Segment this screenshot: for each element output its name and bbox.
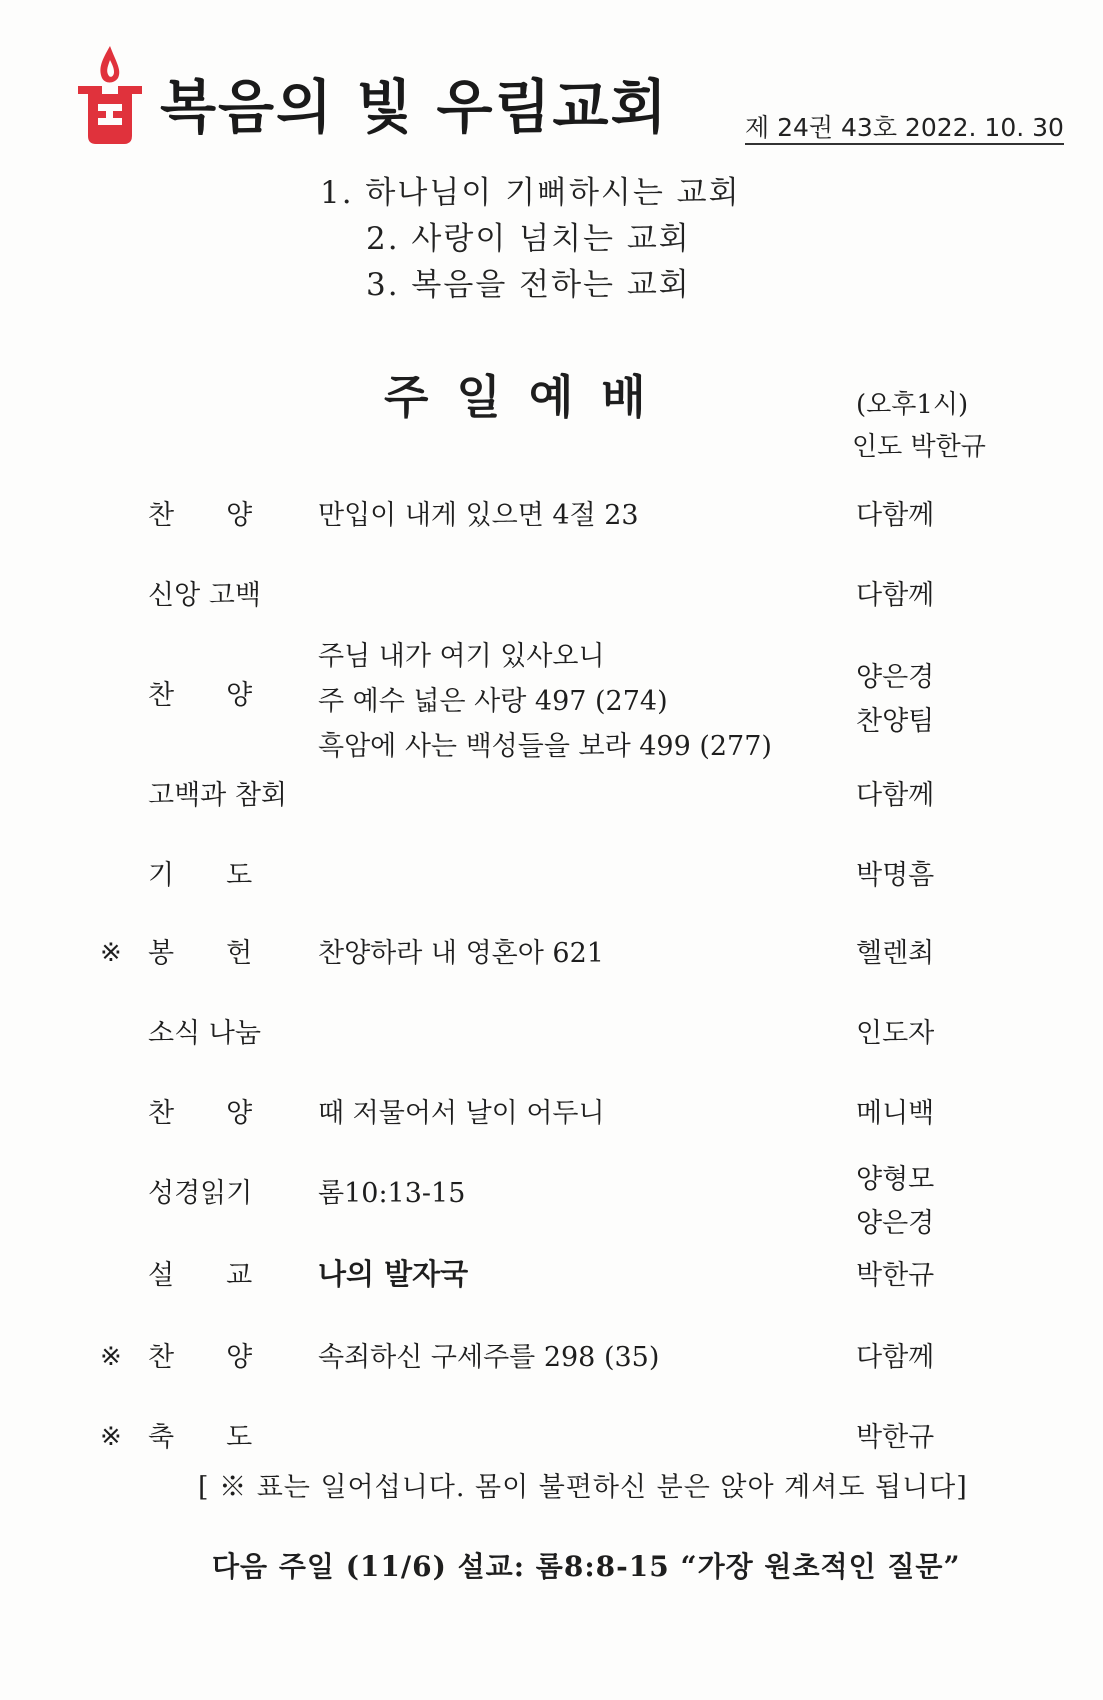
order-label: 축도 [148,1422,305,1453]
standing-notice: [ ※ 표는 일어섭니다. 몸이 불편하신 분은 앉아 계셔도 됩니다] [198,1472,968,1503]
person-line: 찬양팀 [856,706,935,737]
sermon-title: 나의 발자국 [318,1257,469,1291]
church-name: 복음의 빛 우림교회 [160,73,669,141]
issue-info: 제 24권 43호 2022. 10. 30 [745,114,1064,145]
standing-mark: ※ [100,938,122,968]
order-person: 박명흠 [856,860,935,891]
motto-3: 3. 복음을 전하는 교회 [366,267,691,303]
order-person: 다함께 [856,780,935,811]
next-sermon: 다음 주일 (11/6) 설교: 롬8:8-15 “가장 원초적인 질문” [212,1550,961,1583]
order-person: 다함께 [856,580,935,611]
order-label: 기도 [148,860,305,891]
service-time: (오후1시) [856,390,969,420]
order-label: 찬양 [148,1342,305,1373]
hymn-line: 주님 내가 여기 있사오니 [318,641,605,672]
order-content: 때 저물어서 날이 어두니 [318,1098,605,1129]
order-person [856,656,934,744]
order-content: 만입이 내게 있으면 4절 23 [318,500,639,531]
order-label: 소식 나눔 [148,1018,261,1049]
order-label: 찬양 [148,1098,305,1129]
order-person: 다함께 [856,1342,935,1373]
hymn-line: 흑암에 사는 백성들을 보라 499 (277) [318,731,772,762]
order-label: 신앙 고백 [148,580,261,611]
order-content [318,634,772,769]
order-label: 찬양 [148,680,305,711]
person-line: 양형모 [856,1164,935,1195]
order-label: 고백과 참회 [148,780,287,811]
order-person: 헬렌최 [856,938,935,969]
person-line: 양은경 [856,1208,935,1239]
order-person: 다함께 [856,500,935,531]
order-label: 성경읽기 [148,1178,253,1209]
order-person [856,1158,934,1246]
order-person: 박한규 [856,1422,935,1453]
motto-2: 2. 사랑이 넘치는 교회 [366,221,691,257]
hymn-line: 주 예수 넓은 사랑 497 (274) [318,686,668,717]
order-content: 속죄하신 구세주를 298 (35) [318,1342,660,1373]
order-content: 롬10:13-15 [318,1178,466,1209]
motto-1: 1. 하나님이 기뻐하시는 교회 [320,175,741,211]
order-person: 박한규 [856,1260,935,1291]
service-title: 주일예배 [384,370,674,424]
order-content: 찬양하라 내 영혼아 621 [318,938,604,969]
standing-mark: ※ [100,1342,122,1372]
standing-mark: ※ [100,1422,122,1452]
order-label: 봉헌 [148,938,305,969]
order-person: 인도자 [856,1018,935,1049]
service-leader: 인도 박한규 [852,432,986,462]
person-line: 양은경 [856,662,935,693]
order-label: 찬양 [148,500,305,531]
church-logo-icon [72,42,148,148]
order-label: 설교 [148,1260,305,1291]
order-person: 메니백 [856,1098,935,1129]
